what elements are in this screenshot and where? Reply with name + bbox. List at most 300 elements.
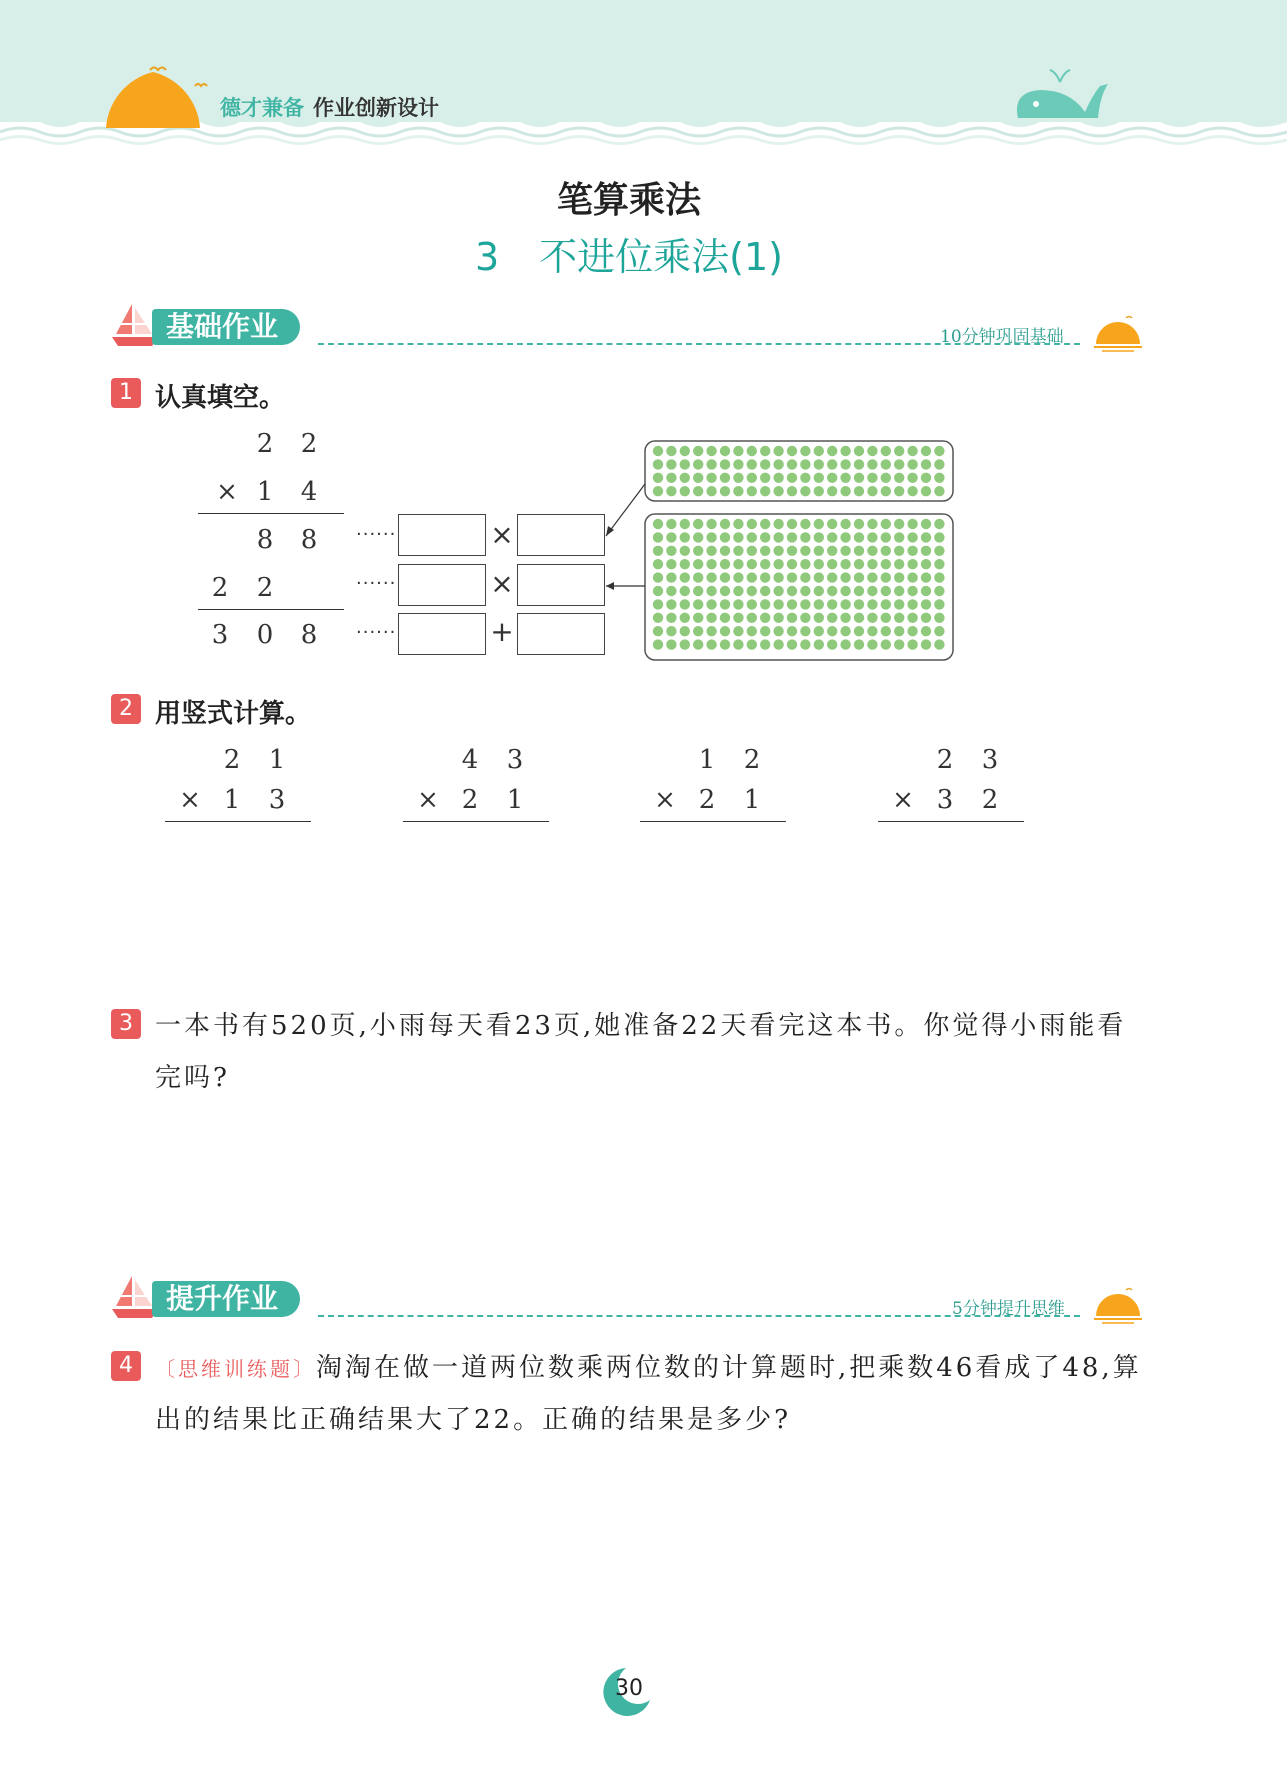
digit: 4	[461, 745, 479, 775]
grid-dot	[881, 519, 891, 529]
grid-dot	[934, 559, 944, 569]
grid-dot	[733, 532, 743, 542]
grid-dot	[693, 639, 703, 649]
grid-dot	[894, 572, 904, 582]
grid-dot	[787, 613, 797, 623]
grid-dot	[747, 459, 757, 469]
grid-dot	[894, 459, 904, 469]
grid-dot	[867, 559, 877, 569]
grid-dot	[827, 473, 837, 483]
digit: 1	[743, 785, 761, 815]
rule-line	[165, 821, 311, 822]
grid-dot	[921, 446, 931, 456]
digit: 1	[223, 785, 241, 815]
sunset-icon	[1090, 310, 1146, 356]
grid-dot	[773, 459, 783, 469]
grid-dot	[854, 626, 864, 636]
grid-dot	[733, 613, 743, 623]
grid-dot	[720, 572, 730, 582]
dot-array-diagram	[600, 436, 960, 666]
digit: 0	[256, 620, 274, 650]
grid-dot	[814, 486, 824, 496]
grid-dot	[934, 519, 944, 529]
grid-dot	[881, 486, 891, 496]
digit: 1	[256, 477, 274, 507]
question-number: 2	[111, 694, 141, 724]
grid-dot	[800, 546, 810, 556]
grid-dot	[881, 532, 891, 542]
multiply-sign: ×	[216, 477, 238, 507]
grid-dot	[921, 572, 931, 582]
grid-dot	[666, 519, 676, 529]
grid-dot	[706, 599, 716, 609]
grid-dot	[653, 613, 663, 623]
grid-dot	[787, 546, 797, 556]
operator: ×	[490, 567, 514, 600]
grid-dot	[760, 486, 770, 496]
grid-dot	[760, 459, 770, 469]
grid-dot	[921, 626, 931, 636]
question-text-line-2: 出的结果比正确结果大了22。正确的结果是多少?	[155, 1405, 792, 1435]
question-text-line-1: 一本书有520页,小雨每天看23页,她准备22天看完这本书。你觉得小雨能看	[155, 1011, 1127, 1041]
grid-dot	[907, 519, 917, 529]
digit: 2	[698, 785, 716, 815]
section-advanced-label: 提升作业	[152, 1281, 300, 1317]
grid-dot	[827, 626, 837, 636]
grid-dot	[827, 559, 837, 569]
grid-dot	[827, 613, 837, 623]
grid-dot	[840, 559, 850, 569]
grid-dot	[881, 559, 891, 569]
grid-dot	[800, 473, 810, 483]
grid-dot	[881, 446, 891, 456]
grid-dot	[934, 473, 944, 483]
question-text: 用竖式计算。	[155, 699, 312, 729]
grid-dot	[733, 519, 743, 529]
grid-dot	[800, 639, 810, 649]
grid-dot	[760, 532, 770, 542]
grid-dot	[881, 473, 891, 483]
grid-dot	[760, 559, 770, 569]
grid-dot	[706, 446, 716, 456]
question-text-body: 淘淘在做一道两位数乘两位数的计算题时,把乘数46看成了48,算	[316, 1353, 1142, 1383]
grid-dot	[666, 446, 676, 456]
grid-dot	[854, 639, 864, 649]
grid-dot	[907, 572, 917, 582]
grid-dot	[827, 546, 837, 556]
answer-box[interactable]	[517, 564, 605, 606]
question-text-line-1	[155, 1347, 1155, 1384]
digit: 4	[300, 477, 318, 507]
grid-dot	[653, 586, 663, 596]
grid-dot	[907, 473, 917, 483]
grid-dot	[760, 473, 770, 483]
grid-dot	[854, 446, 864, 456]
grid-dot	[894, 546, 904, 556]
grid-dot	[934, 613, 944, 623]
grid-dot	[680, 613, 690, 623]
rule-line	[198, 513, 344, 514]
grid-dot	[693, 586, 703, 596]
grid-dot	[827, 459, 837, 469]
grid-dot	[720, 473, 730, 483]
digit: 3	[936, 785, 954, 815]
grid-dot	[814, 586, 824, 596]
grid-dot	[666, 473, 676, 483]
header-band	[0, 0, 1287, 150]
grid-dot	[894, 586, 904, 596]
answer-box[interactable]	[398, 613, 486, 655]
grid-dot	[733, 546, 743, 556]
grid-dot	[720, 599, 730, 609]
grid-dot	[894, 559, 904, 569]
grid-dot	[680, 486, 690, 496]
grid-dot	[881, 459, 891, 469]
grid-dot	[800, 532, 810, 542]
grid-dot	[827, 572, 837, 582]
digit: 2	[211, 573, 229, 603]
grid-dot	[934, 532, 944, 542]
grid-dot	[680, 572, 690, 582]
grid-dot	[854, 486, 864, 496]
grid-dot	[867, 519, 877, 529]
grid-dot	[773, 486, 783, 496]
grid-dot	[840, 626, 850, 636]
grid-dot	[760, 586, 770, 596]
grid-dot	[854, 473, 864, 483]
grid-dot	[921, 532, 931, 542]
grid-dot	[747, 559, 757, 569]
grid-dot	[680, 599, 690, 609]
grid-dot	[867, 599, 877, 609]
grid-dot	[666, 486, 676, 496]
digit: 1	[698, 745, 716, 775]
grid-dot	[800, 519, 810, 529]
grid-dot	[666, 559, 676, 569]
grid-dot	[921, 586, 931, 596]
leader-dots: ······	[356, 524, 397, 545]
digit: 3	[211, 620, 229, 650]
grid-dot	[814, 532, 824, 542]
grid-dot	[840, 599, 850, 609]
grid-dot	[827, 599, 837, 609]
grid-dot	[653, 559, 663, 569]
grid-dot	[666, 459, 676, 469]
grid-dot	[706, 486, 716, 496]
grid-dot	[934, 626, 944, 636]
grid-dot	[693, 599, 703, 609]
grid-dot	[867, 486, 877, 496]
grid-dot	[921, 639, 931, 649]
grid-dot	[666, 613, 676, 623]
grid-dot	[680, 559, 690, 569]
rule-line	[640, 821, 786, 822]
grid-dot	[800, 559, 810, 569]
grid-dot	[827, 532, 837, 542]
grid-dot	[934, 546, 944, 556]
grid-dot	[787, 519, 797, 529]
grid-dot	[747, 626, 757, 636]
grid-dot	[840, 546, 850, 556]
grid-dot	[693, 519, 703, 529]
grid-dot	[800, 586, 810, 596]
grid-dot	[747, 586, 757, 596]
grid-dot	[867, 639, 877, 649]
multiply-sign: ×	[892, 785, 914, 815]
grid-dot	[867, 613, 877, 623]
thinking-tag: 〔思维训练题〕	[155, 1357, 316, 1381]
grid-dot	[934, 572, 944, 582]
grid-dot	[934, 639, 944, 649]
grid-dot	[720, 613, 730, 623]
answer-box[interactable]	[398, 514, 486, 556]
grid-dot	[814, 559, 824, 569]
chapter-title: 笔算乘法	[556, 180, 701, 221]
grid-dot	[787, 559, 797, 569]
digit: 8	[256, 525, 274, 555]
grid-dot	[827, 486, 837, 496]
grid-dot	[760, 626, 770, 636]
pointer-arrow	[606, 484, 645, 536]
question-text-line-2: 完吗?	[155, 1063, 230, 1093]
digit: 2	[461, 785, 479, 815]
grid-dot	[867, 459, 877, 469]
section-basic-label: 基础作业	[152, 309, 300, 345]
grid-dot	[907, 613, 917, 623]
grid-dot	[720, 546, 730, 556]
grid-dot	[854, 519, 864, 529]
grid-dot	[680, 586, 690, 596]
grid-dot	[747, 572, 757, 582]
grid-dot	[733, 626, 743, 636]
grid-dot	[680, 532, 690, 542]
grid-dot	[760, 446, 770, 456]
grid-dot	[881, 626, 891, 636]
grid-dot	[921, 546, 931, 556]
grid-dot	[733, 599, 743, 609]
grid-dot	[814, 473, 824, 483]
section-basic-note: 10分钟巩固基础	[940, 327, 1064, 347]
grid-dot	[921, 599, 931, 609]
grid-dot	[854, 459, 864, 469]
lesson-number: 3	[474, 235, 500, 279]
grid-dot	[653, 572, 663, 582]
grid-dot	[894, 639, 904, 649]
grid-dot	[934, 599, 944, 609]
grid-dot	[733, 473, 743, 483]
grid-dot	[867, 586, 877, 596]
grid-dot	[787, 639, 797, 649]
rule-line	[198, 609, 344, 610]
grid-dot	[881, 586, 891, 596]
grid-dot	[733, 446, 743, 456]
grid-dot	[921, 473, 931, 483]
grid-dot	[787, 599, 797, 609]
grid-dot	[921, 486, 931, 496]
answer-box[interactable]	[398, 564, 486, 606]
operator: ×	[490, 518, 514, 551]
grid-dot	[854, 586, 864, 596]
grid-dot	[907, 559, 917, 569]
grid-dot	[760, 599, 770, 609]
grid-dot	[787, 532, 797, 542]
grid-dot	[921, 459, 931, 469]
leader-dots: ······	[356, 573, 397, 594]
grid-dot	[854, 559, 864, 569]
grid-dot	[787, 572, 797, 582]
grid-dot	[720, 639, 730, 649]
question-number: 4	[111, 1351, 141, 1381]
grid-dot	[747, 486, 757, 496]
answer-box[interactable]	[517, 514, 605, 556]
grid-dot	[894, 613, 904, 623]
grid-dot	[680, 459, 690, 469]
grid-dot	[680, 626, 690, 636]
grid-dot	[921, 613, 931, 623]
grid-dot	[760, 572, 770, 582]
grid-dot	[921, 559, 931, 569]
grid-dot	[653, 546, 663, 556]
leader-dots: ······	[356, 622, 397, 643]
grid-dot	[814, 639, 824, 649]
grid-dot	[666, 639, 676, 649]
grid-dot	[881, 546, 891, 556]
grid-dot	[747, 446, 757, 456]
grid-dot	[747, 613, 757, 623]
grid-dot	[720, 586, 730, 596]
grid-dot	[881, 599, 891, 609]
answer-box[interactable]	[517, 613, 605, 655]
grid-dot	[881, 572, 891, 582]
grid-dot	[907, 626, 917, 636]
grid-dot	[867, 446, 877, 456]
grid-dot	[653, 639, 663, 649]
grid-dot	[881, 639, 891, 649]
grid-dot	[733, 639, 743, 649]
digit: 2	[256, 429, 274, 459]
grid-dot	[747, 639, 757, 649]
page-number: 30	[615, 1676, 643, 1701]
header-brand-green: 德才兼备	[220, 96, 304, 120]
arrow-head	[606, 582, 614, 590]
dot-grid-bottom-frame	[645, 514, 953, 660]
grid-dot	[666, 572, 676, 582]
grid-dot	[773, 519, 783, 529]
digit: 1	[268, 745, 286, 775]
grid-dot	[773, 559, 783, 569]
grid-dot	[814, 599, 824, 609]
grid-dot	[733, 486, 743, 496]
grid-dot	[894, 486, 904, 496]
grid-dot	[867, 532, 877, 542]
grid-dot	[907, 639, 917, 649]
grid-dot	[693, 559, 703, 569]
grid-dot	[894, 626, 904, 636]
grid-dot	[693, 532, 703, 542]
grid-dot	[760, 639, 770, 649]
grid-dot	[881, 613, 891, 623]
digit: 3	[268, 785, 286, 815]
grid-dot	[800, 613, 810, 623]
grid-dot	[800, 599, 810, 609]
grid-dot	[814, 546, 824, 556]
grid-dot	[840, 486, 850, 496]
grid-dot	[840, 586, 850, 596]
grid-dot	[720, 486, 730, 496]
grid-dot	[867, 626, 877, 636]
grid-dot	[666, 599, 676, 609]
grid-dot	[934, 446, 944, 456]
grid-dot	[907, 459, 917, 469]
multiply-sign: ×	[179, 785, 201, 815]
digit: 2	[936, 745, 954, 775]
grid-dot	[720, 626, 730, 636]
grid-dot	[854, 532, 864, 542]
grid-dot	[706, 613, 716, 623]
digit: 3	[506, 745, 524, 775]
grid-dot	[680, 446, 690, 456]
grid-dot	[840, 532, 850, 542]
grid-dot	[840, 613, 850, 623]
grid-dot	[814, 626, 824, 636]
grid-dot	[854, 546, 864, 556]
grid-dot	[907, 486, 917, 496]
grid-dot	[666, 586, 676, 596]
grid-dot	[653, 599, 663, 609]
grid-dot	[894, 473, 904, 483]
grid-dot	[733, 572, 743, 582]
grid-dot	[907, 599, 917, 609]
operator: +	[490, 615, 514, 648]
grid-dot	[800, 459, 810, 469]
grid-dot	[894, 519, 904, 529]
grid-dot	[773, 532, 783, 542]
grid-dot	[854, 572, 864, 582]
grid-dot	[867, 546, 877, 556]
question-text: 认真填空。	[155, 383, 286, 413]
grid-dot	[760, 546, 770, 556]
grid-dot	[720, 459, 730, 469]
grid-dot	[814, 613, 824, 623]
grid-dot	[666, 546, 676, 556]
grid-dot	[680, 639, 690, 649]
grid-dot	[693, 626, 703, 636]
grid-dot	[733, 459, 743, 469]
grid-dot	[787, 459, 797, 469]
grid-dot	[827, 639, 837, 649]
grid-dot	[720, 559, 730, 569]
lesson-name: 不进位乘法(1)	[539, 235, 783, 279]
grid-dot	[773, 586, 783, 596]
grid-dot	[747, 473, 757, 483]
grid-dot	[760, 519, 770, 529]
grid-dot	[773, 446, 783, 456]
grid-dot	[706, 519, 716, 529]
digit: 1	[506, 785, 524, 815]
grid-dot	[706, 473, 716, 483]
grid-dot	[854, 613, 864, 623]
grid-dot	[773, 639, 783, 649]
grid-dot	[666, 532, 676, 542]
grid-dot	[706, 639, 716, 649]
grid-dot	[706, 546, 716, 556]
grid-dot	[680, 473, 690, 483]
grid-dot	[840, 572, 850, 582]
grid-dot	[800, 626, 810, 636]
grid-dot	[693, 546, 703, 556]
digit: 2	[223, 745, 241, 775]
grid-dot	[680, 519, 690, 529]
